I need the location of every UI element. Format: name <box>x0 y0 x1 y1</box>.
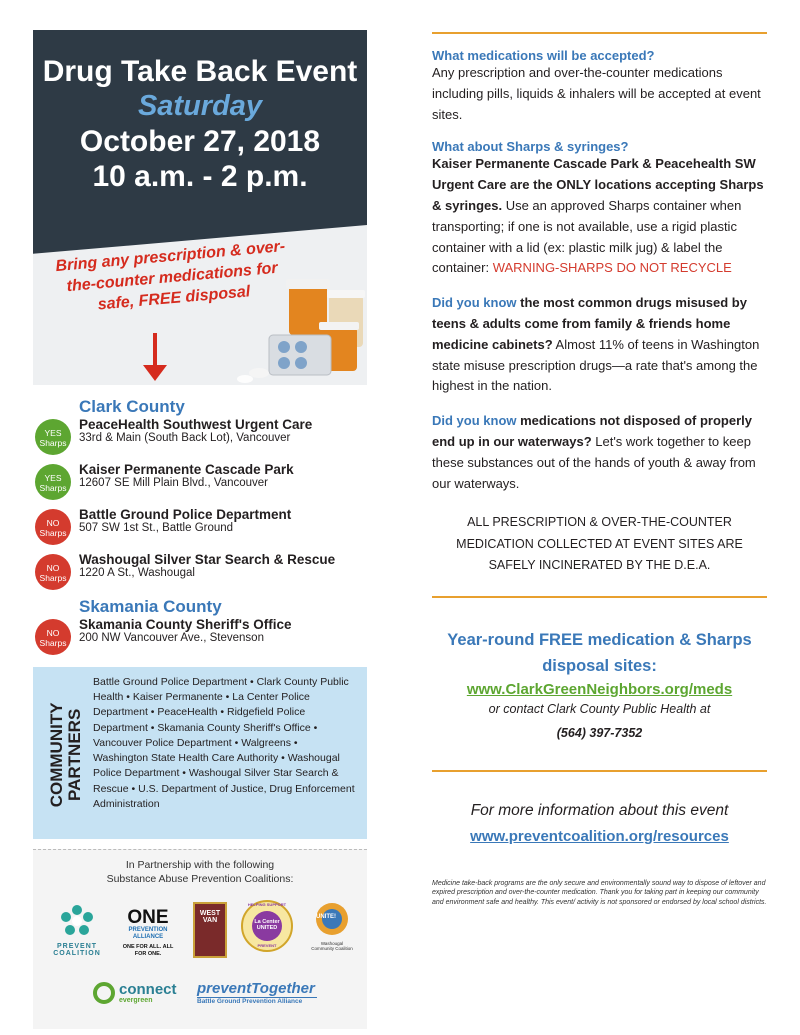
site-peacehealth <box>33 417 367 459</box>
question-sharps: What about Sharps & syringes? <box>432 139 629 155</box>
washougal-coalition-logo: UNITE! Washougal Community Coalition <box>309 902 355 952</box>
site-skamania-sheriff <box>33 617 367 659</box>
site-kaiser <box>33 462 367 504</box>
site-name: Skamania County Sheriff's Office <box>79 617 292 632</box>
one-prevention-alliance-logo: ONE PREVENTION ALLIANCE ONE FOR ALL. ALL FOR ONE. <box>122 907 174 957</box>
event-day: Saturday <box>137 90 263 123</box>
banner-text: Bring any prescription & over-the-counter medications for safe, FREE disposal <box>54 238 286 314</box>
no-sharps-badge: NO Sharps <box>35 509 71 545</box>
la-center-united-logo: HELPING SUPPORT La Center UNITED PREVENT <box>241 900 293 952</box>
site-address: 1220 A St., Washougal <box>79 567 195 579</box>
yes-sharps-badge: YES Sharps <box>35 419 71 455</box>
clark-county-heading: Clark County <box>79 397 185 416</box>
down-arrow-icon <box>141 333 169 383</box>
phone-number: (564) 397-7352 <box>556 725 643 740</box>
site-address: 12607 SE Mill Plain Blvd., Vancouver <box>79 477 268 489</box>
pill-bottles-illustration <box>229 275 367 385</box>
no-sharps-badge: NO Sharps <box>35 619 71 655</box>
event-time: 10 a.m. - 2 p.m. <box>92 160 308 193</box>
more-info-text: For more information about this event <box>470 801 729 819</box>
site-name: Kaiser Permanente Cascade Park <box>79 462 294 477</box>
answer-sharps: Kaiser Permanente Cascade Park & Peacehealth SW Urgent Care are the ONLY locations accepting Sharps & syringes. Use an approved Sharps container when transporting; if one is not available, use a rigid plastic container with a lid (ex: plastic milk jug) & label the container: WARNING-SHARPS DO NOT RECYCLE <box>432 156 764 276</box>
site-address: 33rd & Main (South Back Lot), Vancouver <box>79 432 291 444</box>
no-sharps-badge: NO Sharps <box>35 554 71 590</box>
site-name: Washougal Silver Star Search & Rescue <box>79 552 336 567</box>
site-name: PeaceHealth Southwest Urgent Care <box>79 417 313 432</box>
west-van-logo: WEST VAN <box>193 902 227 958</box>
event-date: October 27, 2018 <box>79 124 321 158</box>
question-medications: What medications will be accepted? <box>432 48 655 63</box>
connect-ring-icon <box>93 982 115 1004</box>
right-column <box>432 32 767 907</box>
did-you-know-cabinets: Did you know the most common drugs misused by teens & adults come from family & friends home medicine cabinets? Almost 11% of teens in Washington state misuse prescription drugs—a rate that's among the highest in the nation. <box>432 295 760 394</box>
site-address: 200 NW Vancouver Ave., Stevenson <box>79 632 264 644</box>
event-title-block <box>33 54 367 194</box>
community-partners-box <box>33 667 367 839</box>
year-round-heading: Year-round FREE medication & Sharps disposal sites: <box>447 631 752 675</box>
skamania-county-heading: Skamania County <box>79 597 222 616</box>
event-hero <box>33 30 367 385</box>
sites-list <box>33 397 367 659</box>
did-you-know-waterways: Did you know medications not disposed of properly end up in our waterways? Let's work together to keep these substances out of the hands of youth & away from our waterways. <box>432 413 756 491</box>
incineration-notice: ALL PRESCRIPTION & OVER-THE-COUNTER MEDICATION COLLECTED AT EVENT SITES ARE SAFELY INCINERATED BY THE D.E.A. <box>456 515 743 572</box>
connect-evergreen-logo: connect evergreen <box>93 982 193 1004</box>
contact-text: or contact Clark County Public Health at <box>488 702 711 717</box>
prevent-coalition-logo: PREVENT COALITION <box>47 902 107 957</box>
prevent-star-icon <box>47 902 107 938</box>
coalitions-heading: In Partnership with the following Substance Abuse Prevention Coalitions: <box>106 859 294 886</box>
event-title: Drug Take Back Event <box>42 55 358 88</box>
yes-sharps-badge: YES Sharps <box>35 464 71 500</box>
site-address: 507 SW 1st St., Battle Ground <box>79 522 234 534</box>
site-washougal <box>33 552 367 594</box>
clark-green-neighbors-link[interactable]: www.ClarkGreenNeighbors.org/meds <box>466 681 733 699</box>
coalitions-box <box>33 849 367 1029</box>
community-partners-label: COMMUNITY PARTNERS <box>47 702 84 808</box>
site-name: Battle Ground Police Department <box>79 507 292 522</box>
disclaimer: Medicine take-back programs are the only secure and environmentally sound way to dispose of leftover and expired prescription and over-the-counter medication. Thank you for taking part in keeping our community and environment safe and healthy. This event/ activity is not sponsored or endorsed by local school districts. <box>432 879 767 906</box>
divider <box>432 596 767 598</box>
community-partners-list: Battle Ground Police Department • Clark County Public Health • Kaiser Permanente • La Center Police Department • PeaceHealth • Ridgefield Police Department • Skamania County Sheriff's Office • Vancouver Police Department • Walgreens • Washington State Health Care Authority • Washougal Police Department • Washougal Silver Star Search & Rescue • U.S. Department of Justice, Drug Enforcement Administration <box>93 676 355 810</box>
answer-medications: Any prescription and over-the-counter medications including pills, liquids & inhalers will be accepted at event sites. <box>432 65 761 122</box>
divider <box>432 32 767 34</box>
prevent-coalition-link[interactable]: www.preventcoalition.org/resources <box>470 827 729 845</box>
divider <box>432 770 767 772</box>
left-column <box>33 30 367 1029</box>
site-battle-ground <box>33 507 367 549</box>
prevent-together-logo: preventTogether Battle Ground Prevention Alliance <box>197 980 317 1005</box>
